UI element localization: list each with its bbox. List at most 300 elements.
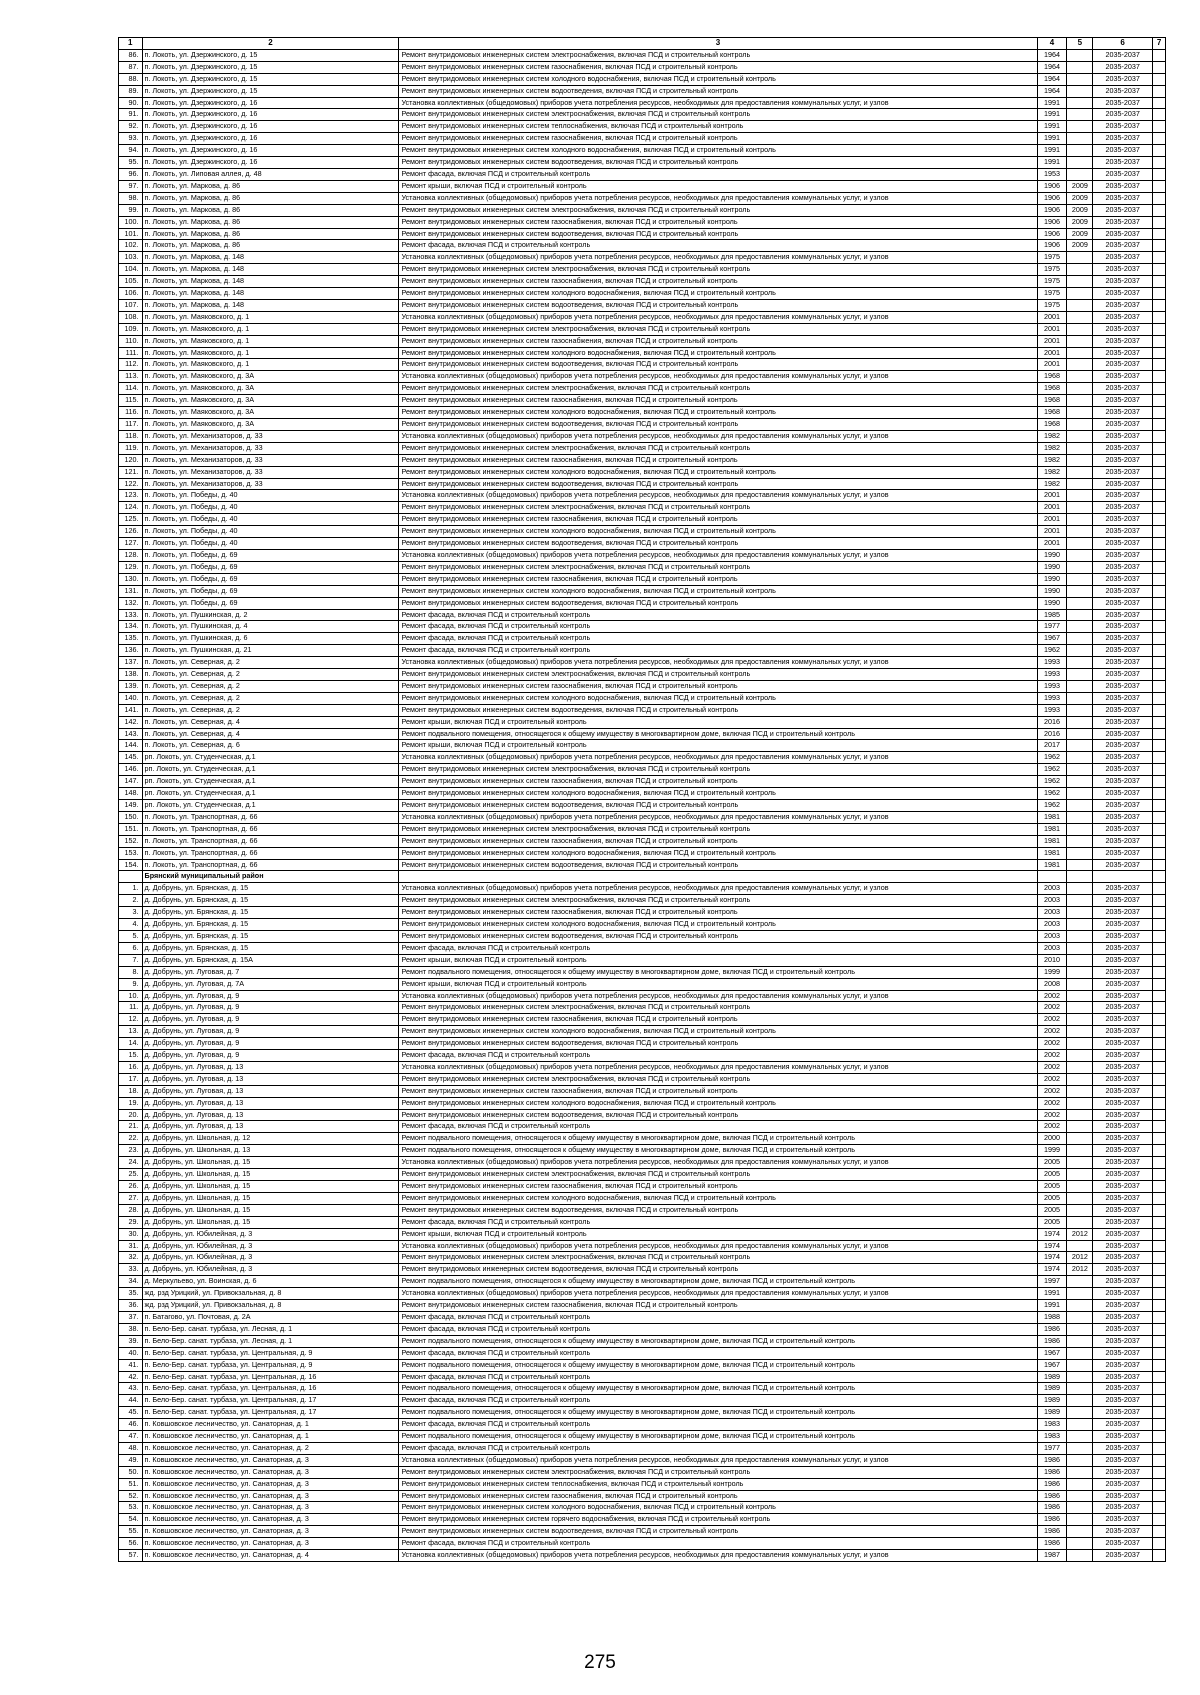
table-row [119, 597, 1166, 609]
table-cell: Ремонт внутридомовых инженерных систем электроснабжения, включая ПСД и строительный контроль [399, 49, 1037, 61]
table-cell: Ремонт внутридомовых инженерных систем газоснабжения, включая ПСД и строительный контроль [399, 276, 1037, 288]
table-cell [1153, 788, 1166, 800]
table-cell: 24. [119, 1157, 143, 1169]
table-cell [1067, 1109, 1093, 1121]
table-cell [1067, 800, 1093, 812]
table-cell: 2035-2037 [1093, 252, 1153, 264]
table-row [119, 1359, 1166, 1371]
table-cell: п. Локоть, ул. Маяковского, д. 3А [142, 383, 399, 395]
table-cell: 2035-2037 [1093, 1204, 1153, 1216]
table-cell: Ремонт внутридомовых инженерных систем водоотведения, включая ПСД и строительный контроль [399, 859, 1037, 871]
table-cell [1153, 704, 1166, 716]
table-cell: 2035-2037 [1093, 502, 1153, 514]
table-cell [1153, 1300, 1166, 1312]
table-cell: Ремонт внутридомовых инженерных систем газоснабжения, включая ПСД и строительный контроль [399, 61, 1037, 73]
table-cell: Ремонт фасада, включая ПСД и строительный контроль [399, 168, 1037, 180]
table-cell [1153, 1157, 1166, 1169]
table-cell: 42. [119, 1371, 143, 1383]
table-cell [1067, 1157, 1093, 1169]
table-cell [1067, 823, 1093, 835]
table-cell: 127. [119, 538, 143, 550]
table-cell [1067, 549, 1093, 561]
table-row [119, 1109, 1166, 1121]
table-cell: 92. [119, 121, 143, 133]
table-cell: д. Добрунь, ул. Брянская, д. 15 [142, 895, 399, 907]
table-cell: 2005 [1037, 1157, 1067, 1169]
table-cell: 1990 [1037, 585, 1067, 597]
table-cell [1153, 1454, 1166, 1466]
table-cell: 34. [119, 1276, 143, 1288]
table-cell: 2035-2037 [1093, 407, 1153, 419]
table-cell: 1975 [1037, 299, 1067, 311]
table-cell: 2035-2037 [1093, 549, 1153, 561]
table-cell: 2035-2037 [1093, 538, 1153, 550]
table-row [119, 1526, 1166, 1538]
table-cell: 2. [119, 895, 143, 907]
table-cell [1067, 1490, 1093, 1502]
table-cell: Ремонт внутридомовых инженерных систем водоотведения, включая ПСД и строительный контроль [399, 359, 1037, 371]
table-cell: Установка коллективных (общедомовых) приборов учета потребления ресурсов, необходимых для предоставления коммунальных услуг, и узлов [399, 657, 1037, 669]
table-cell: 2035-2037 [1093, 1264, 1153, 1276]
table-cell: 2005 [1037, 1192, 1067, 1204]
table-cell [1153, 359, 1166, 371]
table-cell: 149. [119, 800, 143, 812]
table-cell [1067, 419, 1093, 431]
table-cell: 2035-2037 [1093, 395, 1153, 407]
table-cell: Установка коллективных (общедомовых) приборов учета потребления ресурсов, необходимых для предоставления коммунальных услуг, и узлов [399, 1240, 1037, 1252]
table-cell: 2035-2037 [1093, 85, 1153, 97]
table-cell: Ремонт внутридомовых инженерных систем водоотведения, включая ПСД и строительный контроль [399, 299, 1037, 311]
table-cell: 89. [119, 85, 143, 97]
table-cell: 2035-2037 [1093, 1550, 1153, 1562]
table-cell: п. Локоть, ул. Северная, д. 2 [142, 680, 399, 692]
table-row [119, 847, 1166, 859]
table-cell: 2001 [1037, 347, 1067, 359]
table-cell: 1. [119, 883, 143, 895]
table-cell [1153, 621, 1166, 633]
table-cell: 112. [119, 359, 143, 371]
table-cell: 57. [119, 1550, 143, 1562]
table-cell: п. Бело-Бер. санат. турбаза, ул. Центральная, д. 9 [142, 1359, 399, 1371]
table-cell: д. Добрунь, ул. Школьная, д. 15 [142, 1169, 399, 1181]
table-cell: 38. [119, 1323, 143, 1335]
table-cell: 1990 [1037, 561, 1067, 573]
table-cell: д. Добрунь, ул. Луговая, д. 9 [142, 1050, 399, 1062]
table-row [119, 942, 1166, 954]
table-cell: Ремонт крыши, включая ПСД и строительный контроль [399, 716, 1037, 728]
table-cell [1067, 597, 1093, 609]
table-cell: 99. [119, 204, 143, 216]
table-cell [1153, 264, 1166, 276]
table-cell: 48. [119, 1442, 143, 1454]
table-cell: 2035-2037 [1093, 1478, 1153, 1490]
table-cell: Ремонт фасада, включая ПСД и строительный контроль [399, 1419, 1037, 1431]
table-cell [1067, 49, 1093, 61]
table-cell: д. Добрунь, ул. Юбилейная, д. 3 [142, 1228, 399, 1240]
table-cell [1067, 299, 1093, 311]
table-cell [1067, 764, 1093, 776]
table-cell: Ремонт фасада, включая ПСД и строительный контроль [399, 942, 1037, 954]
table-cell [1067, 276, 1093, 288]
table-cell: рп. Локоть, ул. Студенческая, д.1 [142, 800, 399, 812]
table-cell: 5. [119, 930, 143, 942]
table-cell [1067, 1502, 1093, 1514]
table-cell: 2035-2037 [1093, 752, 1153, 764]
table-cell: Ремонт внутридомовых инженерных систем холодного водоснабжения, включая ПСД и строительный контроль [399, 407, 1037, 419]
table-cell [1067, 1371, 1093, 1383]
table-cell [1067, 359, 1093, 371]
table-cell: 23. [119, 1145, 143, 1157]
table-cell: 45. [119, 1407, 143, 1419]
header-cell: 6 [1093, 38, 1153, 50]
table-cell: 142. [119, 716, 143, 728]
table-cell [1067, 526, 1093, 538]
table-cell: 131. [119, 585, 143, 597]
table-row [119, 823, 1166, 835]
table-row [119, 585, 1166, 597]
table-cell: 2005 [1037, 1169, 1067, 1181]
table-cell: 1986 [1037, 1478, 1067, 1490]
table-cell: 2035-2037 [1093, 1109, 1153, 1121]
table-cell [1153, 1526, 1166, 1538]
table-cell: 2035-2037 [1093, 609, 1153, 621]
table-cell: 2003 [1037, 895, 1067, 907]
table-cell [1067, 395, 1093, 407]
table-cell: 2035-2037 [1093, 454, 1153, 466]
table-cell [1153, 895, 1166, 907]
table-cell: 1906 [1037, 180, 1067, 192]
table-cell [1153, 109, 1166, 121]
table-cell [1153, 752, 1166, 764]
table-cell [1067, 454, 1093, 466]
table-row [119, 73, 1166, 85]
table-cell: 1982 [1037, 466, 1067, 478]
table-row [119, 97, 1166, 109]
table-cell: 143. [119, 728, 143, 740]
table-cell: 122. [119, 478, 143, 490]
table-cell: Ремонт внутридомовых инженерных систем газоснабжения, включая ПСД и строительный контроль [399, 514, 1037, 526]
table-cell [1153, 1538, 1166, 1550]
table-cell: п. Локоть, ул. Пушкинская, д. 2 [142, 609, 399, 621]
table-cell: 125. [119, 514, 143, 526]
table-cell [1067, 954, 1093, 966]
table-cell [1067, 930, 1093, 942]
table-row [119, 990, 1166, 1002]
table-cell: Ремонт внутридомовых инженерных систем холодного водоснабжения, включая ПСД и строительный контроль [399, 145, 1037, 157]
table-cell: п. Ковшовское лесничество, ул. Санаторная, д. 3 [142, 1538, 399, 1550]
table-cell: 98. [119, 192, 143, 204]
table-cell: 2035-2037 [1093, 1335, 1153, 1347]
table-cell [1153, 978, 1166, 990]
table-cell: 14. [119, 1038, 143, 1050]
table-cell: 1906 [1037, 228, 1067, 240]
table-cell: п. Локоть, ул. Победы, д. 69 [142, 549, 399, 561]
table-cell [1067, 621, 1093, 633]
table-cell [1153, 1288, 1166, 1300]
table-cell: 2035-2037 [1093, 561, 1153, 573]
table-cell: п. Ковшовское лесничество, ул. Санаторная, д. 1 [142, 1431, 399, 1443]
table-cell: 2035-2037 [1093, 585, 1153, 597]
table-cell [1067, 978, 1093, 990]
table-cell [1067, 133, 1093, 145]
table-cell [1153, 442, 1166, 454]
table-cell: Ремонт внутридомовых инженерных систем электроснабжения, включая ПСД и строительный контроль [399, 442, 1037, 454]
table-cell [1067, 728, 1093, 740]
table-cell: жд. рзд Урицкий, ул. Привокзальная, д. 8 [142, 1288, 399, 1300]
table-cell: 2035-2037 [1093, 299, 1153, 311]
table-cell: 2009 [1067, 192, 1093, 204]
table-cell: Установка коллективных (общедомовых) приборов учета потребления ресурсов, необходимых для предоставления коммунальных услуг, и узлов [399, 811, 1037, 823]
table-cell: д. Добрунь, ул. Луговая, д. 13 [142, 1085, 399, 1097]
table-cell: 55. [119, 1526, 143, 1538]
table-cell: п. Локоть, ул. Победы, д. 40 [142, 526, 399, 538]
table-cell: 154. [119, 859, 143, 871]
table-cell: 18. [119, 1085, 143, 1097]
table-cell: 1983 [1037, 1431, 1067, 1443]
table-cell: п. Локоть, ул. Маяковского, д. 1 [142, 335, 399, 347]
table-cell [1067, 61, 1093, 73]
table-cell [1067, 871, 1093, 883]
table-cell: Ремонт фасада, включая ПСД и строительный контроль [399, 609, 1037, 621]
table-cell [1067, 109, 1093, 121]
table-cell: д. Добрунь, ул. Луговая, д. 13 [142, 1097, 399, 1109]
table-cell: п. Локоть, ул. Маяковского, д. 1 [142, 323, 399, 335]
table-cell [1067, 692, 1093, 704]
table-cell: Ремонт внутридомовых инженерных систем водоотведения, включая ПСД и строительный контроль [399, 800, 1037, 812]
table-row [119, 692, 1166, 704]
table-cell [1067, 1097, 1093, 1109]
table-cell [1153, 930, 1166, 942]
table-row [119, 1311, 1166, 1323]
table-cell: п. Локоть, ул. Механизаторов, д. 33 [142, 478, 399, 490]
table-cell: 2035-2037 [1093, 680, 1153, 692]
table-cell: 2012 [1067, 1228, 1093, 1240]
table-cell: 2035-2037 [1093, 133, 1153, 145]
table-cell [1067, 1335, 1093, 1347]
table-cell: 1991 [1037, 97, 1067, 109]
table-cell [1067, 502, 1093, 514]
table-cell: д. Добрунь, ул. Школьная, д. 12 [142, 1133, 399, 1145]
table-cell: п. Локоть, ул. Дзержинского, д. 16 [142, 157, 399, 169]
table-cell: 129. [119, 561, 143, 573]
table-cell: п. Локоть, ул. Северная, д. 2 [142, 704, 399, 716]
table-row [119, 966, 1166, 978]
table-cell: п. Локоть, ул. Северная, д. 2 [142, 692, 399, 704]
table-cell: 96. [119, 168, 143, 180]
table-row [119, 609, 1166, 621]
table-row [119, 621, 1166, 633]
table-cell: 1964 [1037, 49, 1067, 61]
table-cell [1153, 145, 1166, 157]
table-cell: 2035-2037 [1093, 323, 1153, 335]
table-cell: 2035-2037 [1093, 1240, 1153, 1252]
table-cell: п. Локоть, ул. Маркова, д. 86 [142, 204, 399, 216]
table-row [119, 264, 1166, 276]
table-cell: Ремонт внутридомовых инженерных систем газоснабжения, включая ПСД и строительный контроль [399, 1490, 1037, 1502]
table-row [119, 1014, 1166, 1026]
table-cell: 2009 [1067, 228, 1093, 240]
table-cell: Установка коллективных (общедомовых) приборов учета потребления ресурсов, необходимых для предоставления коммунальных услуг, и узлов [399, 883, 1037, 895]
table-cell [1067, 1359, 1093, 1371]
table-cell: 2012 [1067, 1252, 1093, 1264]
table-cell: 4. [119, 919, 143, 931]
table-cell [1067, 1085, 1093, 1097]
table-cell: Ремонт внутридомовых инженерных систем водоотведения, включая ПСД и строительный контроль [399, 1204, 1037, 1216]
table-cell: Ремонт подвального помещения, относящегося к общему имуществу в многоквартирном доме, включая ПСД и строительный контроль [399, 1407, 1037, 1419]
table-cell: п. Локоть, ул. Маркова, д. 86 [142, 216, 399, 228]
table-cell: п. Локоть, ул. Северная, д. 6 [142, 740, 399, 752]
table-cell: 2001 [1037, 323, 1067, 335]
table-cell: 2002 [1037, 1061, 1067, 1073]
table-cell: 2035-2037 [1093, 1192, 1153, 1204]
table-cell [1067, 288, 1093, 300]
table-cell [1067, 942, 1093, 954]
table-cell [1153, 49, 1166, 61]
table-row [119, 859, 1166, 871]
table-cell: 144. [119, 740, 143, 752]
table-cell: рп. Локоть, ул. Студенческая, д.1 [142, 764, 399, 776]
table-cell [1153, 1335, 1166, 1347]
table-cell: 1985 [1037, 609, 1067, 621]
table-cell: 2000 [1037, 1133, 1067, 1145]
table-cell [1067, 1514, 1093, 1526]
table-cell [1093, 871, 1153, 883]
table-row [119, 930, 1166, 942]
table-cell: 1993 [1037, 692, 1067, 704]
table-row [119, 800, 1166, 812]
table-cell: 113. [119, 371, 143, 383]
table-cell: 40. [119, 1347, 143, 1359]
table-cell: рп. Локоть, ул. Студенческая, д.1 [142, 752, 399, 764]
table-cell: Ремонт фасада, включая ПСД и строительный контроль [399, 633, 1037, 645]
table-cell: 2035-2037 [1093, 883, 1153, 895]
table-row [119, 1085, 1166, 1097]
table-cell: 1990 [1037, 573, 1067, 585]
table-cell [1067, 847, 1093, 859]
table-cell [1153, 859, 1166, 871]
table-cell: Ремонт внутридомовых инженерных систем водоотведения, включая ПСД и строительный контроль [399, 1526, 1037, 1538]
table-cell: 2035-2037 [1093, 1133, 1153, 1145]
table-cell [1067, 347, 1093, 359]
table-cell [1067, 919, 1093, 931]
table-cell: 2035-2037 [1093, 1181, 1153, 1193]
table-cell: 2035-2037 [1093, 1038, 1153, 1050]
table-cell: д. Добрунь, ул. Школьная, д. 15 [142, 1157, 399, 1169]
table-cell: 2035-2037 [1093, 1371, 1153, 1383]
table-cell: 2035-2037 [1093, 692, 1153, 704]
table-cell: 3. [119, 907, 143, 919]
table-cell: д. Добрунь, ул. Луговая, д. 13 [142, 1061, 399, 1073]
table-cell: 95. [119, 157, 143, 169]
table-cell: 2035-2037 [1093, 1097, 1153, 1109]
table-row [119, 335, 1166, 347]
table-cell: п. Ковшовское лесничество, ул. Санаторная, д. 2 [142, 1442, 399, 1454]
table-cell [1153, 549, 1166, 561]
table-row [119, 716, 1166, 728]
table-cell: 39. [119, 1335, 143, 1347]
table-cell: Ремонт внутридомовых инженерных систем холодного водоснабжения, включая ПСД и строительный контроль [399, 847, 1037, 859]
table-cell: п. Локоть, ул. Дзержинского, д. 16 [142, 133, 399, 145]
table-cell: д. Добрунь, ул. Брянская, д. 15А [142, 954, 399, 966]
table-row [119, 395, 1166, 407]
table-cell: 2035-2037 [1093, 73, 1153, 85]
table-cell: 2035-2037 [1093, 1359, 1153, 1371]
table-row [119, 1490, 1166, 1502]
table-cell: Ремонт внутридомовых инженерных систем газоснабжения, включая ПСД и строительный контроль [399, 1181, 1037, 1193]
table-cell: Ремонт фасада, включая ПСД и строительный контроль [399, 1121, 1037, 1133]
table-row [119, 573, 1166, 585]
table-cell: 1986 [1037, 1335, 1067, 1347]
table-row [119, 252, 1166, 264]
table-cell: 2035-2037 [1093, 1073, 1153, 1085]
table-cell: 2035-2037 [1093, 490, 1153, 502]
table-cell [1153, 669, 1166, 681]
table-cell: 1975 [1037, 264, 1067, 276]
table-cell: 1981 [1037, 835, 1067, 847]
table-cell [1153, 716, 1166, 728]
table-cell: 2035-2037 [1093, 240, 1153, 252]
table-row [119, 1264, 1166, 1276]
table-row [119, 978, 1166, 990]
table-cell: 1991 [1037, 157, 1067, 169]
table-row [119, 1478, 1166, 1490]
table-row [119, 502, 1166, 514]
table-cell: п. Бело-Бер. санат. турбаза, ул. Центральная, д. 9 [142, 1347, 399, 1359]
table-row [119, 919, 1166, 931]
table-cell: 2035-2037 [1093, 371, 1153, 383]
table-cell [1153, 252, 1166, 264]
table-cell: 1986 [1037, 1514, 1067, 1526]
header-cell: 7 [1153, 38, 1166, 50]
table-cell: 2035-2037 [1093, 764, 1153, 776]
page-number: 275 [584, 1652, 616, 1673]
table-cell: 86. [119, 49, 143, 61]
table-cell: п. Ковшовское лесничество, ул. Санаторная, д. 3 [142, 1490, 399, 1502]
table-cell: 115. [119, 395, 143, 407]
table-cell: Ремонт подвального помещения, относящегося к общему имуществу в многоквартирном доме, включая ПСД и строительный контроль [399, 1335, 1037, 1347]
table-cell [1153, 180, 1166, 192]
table-row [119, 633, 1166, 645]
table-row [119, 466, 1166, 478]
table-cell [1067, 1216, 1093, 1228]
table-row [119, 1454, 1166, 1466]
table-cell: 2035-2037 [1093, 716, 1153, 728]
table-cell [1067, 168, 1093, 180]
table-cell: 2035-2037 [1093, 109, 1153, 121]
table-cell: д. Добрунь, ул. Юбилейная, д. 3 [142, 1252, 399, 1264]
table-cell: Ремонт внутридомовых инженерных систем холодного водоснабжения, включая ПСД и строительный контроль [399, 347, 1037, 359]
table-cell: Ремонт внутридомовых инженерных систем холодного водоснабжения, включая ПСД и строительный контроль [399, 1502, 1037, 1514]
table-row [119, 85, 1166, 97]
table-row [119, 109, 1166, 121]
table-cell: Ремонт подвального помещения, относящегося к общему имуществу в многоквартирном доме, включая ПСД и строительный контроль [399, 1383, 1037, 1395]
table-cell: 2003 [1037, 930, 1067, 942]
table-cell: 2035-2037 [1093, 383, 1153, 395]
table-cell: 2008 [1037, 978, 1067, 990]
table-cell: д. Меркульево, ул. Воинская, д. 6 [142, 1276, 399, 1288]
table-cell: 2035-2037 [1093, 1085, 1153, 1097]
table-row [119, 669, 1166, 681]
table-cell: 2035-2037 [1093, 478, 1153, 490]
table-cell: 2035-2037 [1093, 907, 1153, 919]
table-cell: Ремонт внутридомовых инженерных систем газоснабжения, включая ПСД и строительный контроль [399, 907, 1037, 919]
table-cell: п. Батагово, ул. Почтовая, д. 2А [142, 1311, 399, 1323]
table-cell: Ремонт внутридомовых инженерных систем электроснабжения, включая ПСД и строительный контроль [399, 383, 1037, 395]
table-cell: п. Бело-Бер. санат. турбаза, ул. Лесная, д. 1 [142, 1335, 399, 1347]
table-cell: Ремонт внутридомовых инженерных систем холодного водоснабжения, включая ПСД и строительный контроль [399, 73, 1037, 85]
table-cell: Ремонт внутридомовых инженерных систем газоснабжения, включая ПСД и строительный контроль [399, 1085, 1037, 1097]
table-cell: 26. [119, 1181, 143, 1193]
